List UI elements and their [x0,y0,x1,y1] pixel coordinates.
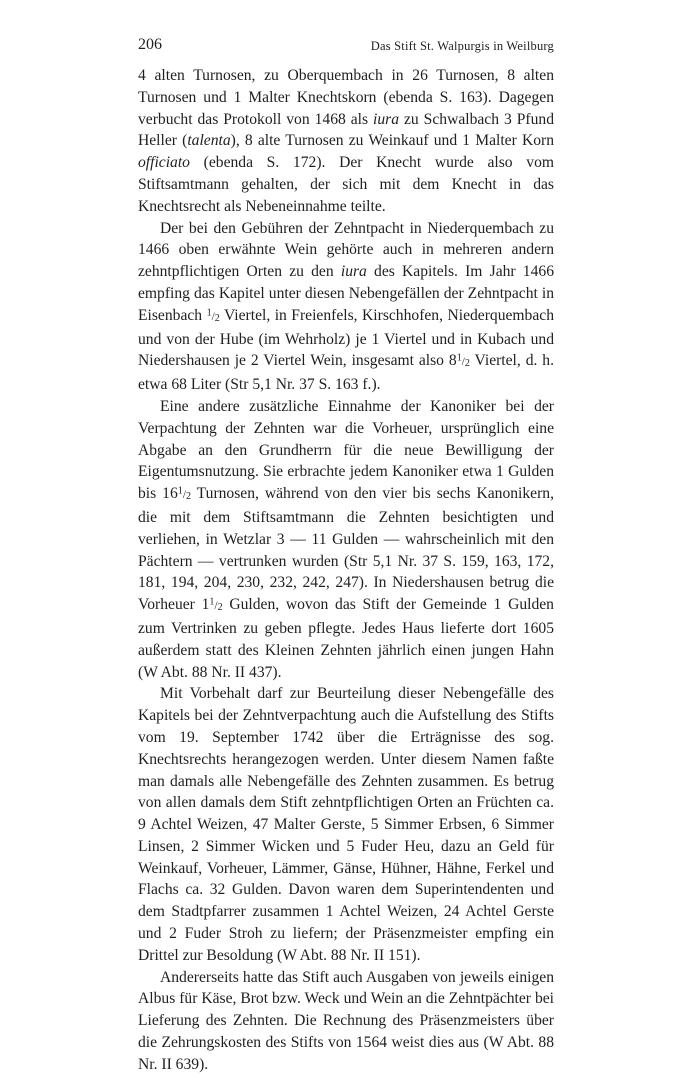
fraction-numerator: 1 [456,352,462,364]
fraction-numerator: 1 [209,596,215,608]
paragraph-5: Andererseits hatte das Stift auch Ausgaben von jeweils einigen Albus für Käse, Brot bzw. Weck und Wein an die Zehntpächter bei Lieferung des Zehnten. Die Rechnung des Präsenzmeisters über die Zehrungskosten des Stifts von 1564 weist dies aus (W Abt. 88 Nr. II 639). [138,968,554,1073]
fraction: $^1/_2$ [456,352,470,370]
italic-term: talenta [187,132,231,150]
paragraph-2 [138,218,554,396]
text-run: Der bei den Gebühren der Zehntpacht in Niederquembach zu 1466 oben erwähnte Wein gehörte auch in mehreren andern zehntpflichtigen Orten zu den [138,219,554,281]
fraction: $^1/_2$ [206,307,220,324]
running-title: Das Stift St. Walpurgis in Weilburg [370,39,554,53]
text-run: Turnosen, während von den vier bis sechs Kanonikern, die mit dem Stiftsamtmann die Zehnten besichtigten und verliehen, in Wetzlar 3 — 11 Gulden — wahrscheinlich mit den Pächtern — vertrunken wurden (Str 5,1 Nr. 37 S. 159, 163, 172, 181, 194, 204, 230, 232, 242, 247). In Niedershausen betrug die Vorheuer 1 [138,485,554,614]
text-run: des Kapitels. Im Jahr 1466 empfing das Kapitel unter diesen Nebengefällen der Zehntpacht in Eisenbach [138,263,554,324]
fraction-denominator: 2 [217,602,223,614]
fraction: $^1/_2$ [209,596,223,614]
page-number: 206 [138,36,162,53]
italic-term: iura [340,263,367,281]
text-run: zu Schwalbach 3 Pfund Heller ( [138,110,554,150]
text-run: Viertel, d. h. etwa 68 Liter (Str 5,1 Nr. 37 S. 163 f.). [138,352,554,394]
fraction-denominator: 2 [214,312,220,324]
fraction: $^1/_2$ [177,485,191,503]
text-run: Viertel, in Freienfels, Kirschhofen, Niederquembach und von der Hube (im Wehrholz) je 1 Viertel und in Kubach und Niedershausen je 2 Viertel Wein, insgesamt also 8 [138,306,554,370]
text-run: 4 alten Turnosen, zu Oberquembach in 26 Turnosen, 8 alten Turnosen und 1 Malter Knechtskorn (ebenda S. 163). Dagegen verbucht das Protokoll von 1468 als [138,67,554,128]
text-run: ), 8 alte Turnosen zu Weinkauf und 1 Malter Korn [230,132,555,150]
paragraph-3 [138,396,554,683]
text-run: Eine andere zusätzliche Einnahme der Kanoniker bei der Verpachtung der Zehnten war die Vorheuer, ursprünglich eine Abgabe an den Grundherrn für die neue Bewilligung der Eigentumsnutzung. Sie erbrachte jedem Kanoniker etwa 1 Gulden bis 16 [138,397,554,503]
fraction-denominator: 2 [464,358,470,370]
paragraph-4: Mit Vorbehalt darf zur Beurteilung dieser Nebengefälle des Kapitels bei der Zehntverpachtung auch die Aufstellung des Stifts vom 19. September 1742 über die Erträgnisse des sog. Knechtsrechts herangezogen werden. Unter diesem Namen faßte man damals alle Nebengefälle des Zehnten zusammen. Es betrug von allen damals dem Stift zehntpflichtigen Orten an Früchten ca. 9 Achtel Weizen, 47 Malter Gerste, 5 Simmer Erbsen, 6 Simmer Linsen, 2 Simmer Wicken und 5 Fuder Heu, dazu an Geld für Weinkauf, Vorheuer, Lämmer, Gänse, Hühner, Hähne, Ferkel und Flachs ca. 32 Gulden. Davon waren dem Superintendenten und dem Stadtpfarrer zusammen 1 Achtel Weizen, 24 Achtel Gerste und 2 Fuder Stroh zu liefern; der Präsenzmeister empfing ein Drittel zur Besoldung (W Abt. 88 Nr. II 151). [138,685,554,964]
text-run: (ebenda S. 172). Der Knecht wurde also vom Stiftsamtmann gehalten, der sich mit dem Knecht in das Knechtsrecht als Nebeneinnahme teilte. [138,154,554,215]
body-text [138,65,554,1076]
italic-term: officiato [138,154,190,172]
text-run: Gulden, wovon das Stift der Gemeinde 1 Gulden zum Vertrinken zu geben pflegte. Jedes Haus lieferte dort 1605 außerdem statt des Kleinen Zehnten jährlich einen jungen Hahn (W Abt. 88 Nr. II 437). [138,596,554,681]
fraction-numerator: 1 [177,485,183,497]
paragraph-1 [138,65,554,218]
italic-term: iura [373,110,400,128]
page-header [138,34,554,56]
fraction-denominator: 2 [185,491,191,503]
fraction-numerator: 1 [206,307,212,319]
